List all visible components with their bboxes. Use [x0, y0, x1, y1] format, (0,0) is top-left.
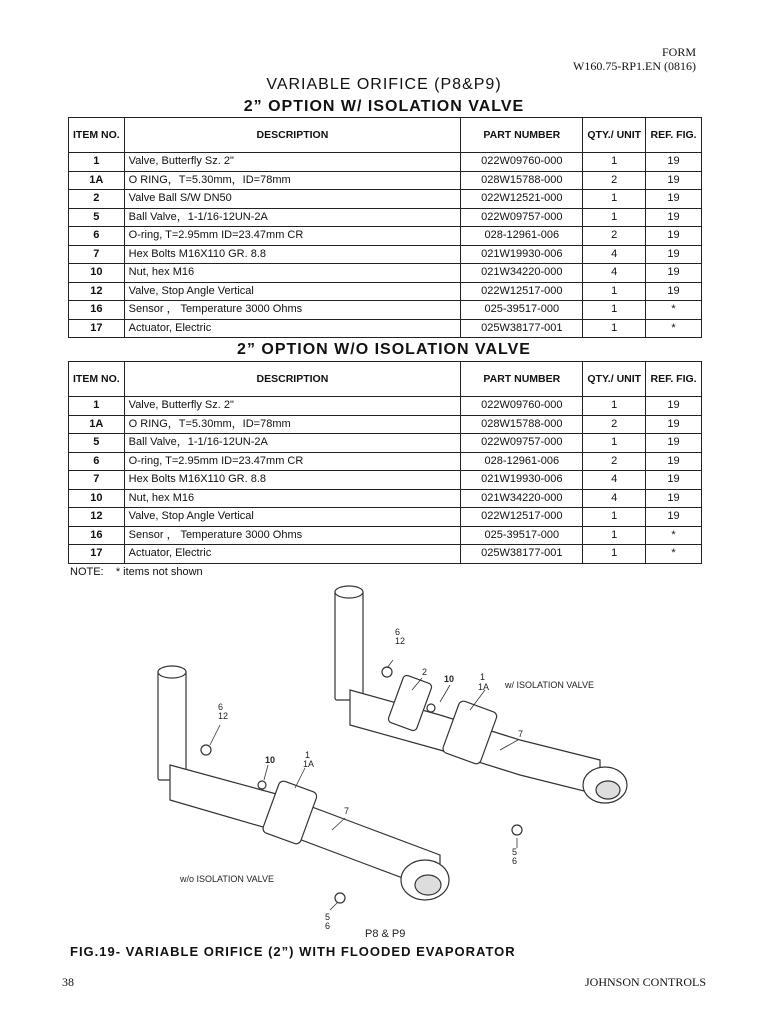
ref-figure: 19 [646, 508, 702, 527]
part-number: 028W15788-000 [461, 171, 583, 190]
item-number: 7 [69, 245, 125, 264]
table-row [69, 301, 702, 320]
callout-1-upper: 1 [480, 672, 486, 682]
ref-figure: 19 [646, 489, 702, 508]
table-row [69, 282, 702, 301]
ref-figure: 19 [646, 153, 702, 172]
ref-figure: 19 [646, 208, 702, 227]
item-description: O-ring, T=2.95mm ID=23.47mm CR [124, 452, 461, 471]
col-item: ITEM NO. [69, 118, 125, 153]
table-row [69, 227, 702, 246]
part-number: 021W19930-006 [461, 471, 583, 490]
ref-figure: 19 [646, 471, 702, 490]
quantity: 1 [583, 282, 646, 301]
label-with-isolation-valve: w/ ISOLATION VALVE [505, 680, 595, 690]
ref-figure: * [646, 319, 702, 338]
item-number: 16 [69, 526, 125, 545]
item-description: O RING，T=5.30mm，ID=78mm [124, 171, 461, 190]
quantity: 2 [583, 171, 646, 190]
quantity: 4 [583, 264, 646, 283]
quantity: 1 [583, 526, 646, 545]
quantity: 1 [583, 434, 646, 453]
form-number: W160.75-RP1.EN (0816) [573, 59, 696, 73]
callout-5-upper: 5 [512, 847, 518, 857]
page-number: 38 [62, 975, 74, 989]
part-number: 025-39517-000 [461, 301, 583, 320]
item-number: 1A [69, 415, 125, 434]
item-number: 1 [69, 397, 125, 416]
item-number: 6 [69, 227, 125, 246]
callout-10-upper: 10 [444, 674, 455, 684]
part-number: 022W09757-000 [461, 208, 583, 227]
col-qty: QTY./ UNIT [583, 362, 646, 397]
ball-valve-upper [512, 825, 522, 835]
ref-figure: 19 [646, 282, 702, 301]
pipe-end-lower [158, 666, 186, 678]
item-number: 1 [69, 153, 125, 172]
ref-figure: 19 [646, 415, 702, 434]
part-number: 022W12517-000 [461, 282, 583, 301]
table-row [69, 415, 702, 434]
part-number: 028W15788-000 [461, 415, 583, 434]
quantity: 2 [583, 452, 646, 471]
part-number: 022W12517-000 [461, 508, 583, 527]
part-number: 021W34220-000 [461, 264, 583, 283]
col-part-number: PART NUMBER [461, 362, 583, 397]
table-row [69, 545, 702, 564]
item-description: O-ring, T=2.95mm ID=23.47mm CR [124, 227, 461, 246]
ref-figure: * [646, 545, 702, 564]
table-row [69, 526, 702, 545]
callout-5-lower: 5 [325, 912, 331, 922]
part-number: 025-39517-000 [461, 526, 583, 545]
callout-1a-lower: 1A [303, 759, 315, 769]
table-row [69, 397, 702, 416]
parts-table-with-valve [68, 117, 702, 338]
nut-lower [258, 781, 266, 789]
item-description: Valve, Stop Angle Vertical [124, 508, 461, 527]
ball-valve-lower [335, 893, 345, 903]
item-number: 16 [69, 301, 125, 320]
model-label: P8 & P9 [365, 928, 406, 940]
page-title: VARIABLE ORIFICE (P8&P9) [266, 76, 502, 93]
callout-6-upper: 6 [395, 627, 401, 637]
table-row [69, 190, 702, 209]
callout-10-lower: 10 [265, 755, 276, 765]
table-row [69, 245, 702, 264]
part-number: 028-12961-006 [461, 452, 583, 471]
item-description: Hex Bolts M16X110 GR. 8.8 [124, 245, 461, 264]
table-row [69, 153, 702, 172]
nut-upper [427, 704, 435, 712]
quantity: 2 [583, 227, 646, 246]
part-number: 021W19930-006 [461, 245, 583, 264]
quantity: 4 [583, 471, 646, 490]
ref-figure: 19 [646, 264, 702, 283]
callout-6-lower: 6 [218, 702, 224, 712]
item-description: Ball Valve，1-1/16-12UN-2A [124, 434, 461, 453]
item-number: 12 [69, 508, 125, 527]
part-number: 028-12961-006 [461, 227, 583, 246]
table-row [69, 434, 702, 453]
quantity: 1 [583, 153, 646, 172]
quantity: 1 [583, 208, 646, 227]
part-number: 022W09760-000 [461, 153, 583, 172]
part-number: 025W38177-001 [461, 545, 583, 564]
item-description: O RING，T=5.30mm，ID=78mm [124, 415, 461, 434]
item-number: 17 [69, 319, 125, 338]
item-description: Actuator, Electric [124, 545, 461, 564]
table-row [69, 508, 702, 527]
table-row [69, 264, 702, 283]
callout-12-lower: 12 [218, 711, 229, 721]
ref-figure: * [646, 526, 702, 545]
table-row [69, 452, 702, 471]
quantity: 1 [583, 508, 646, 527]
table-row [69, 471, 702, 490]
item-description: Hex Bolts M16X110 GR. 8.8 [124, 471, 461, 490]
item-description: Nut, hex M16 [124, 489, 461, 508]
form-label: FORM [661, 45, 696, 59]
quantity: 4 [583, 245, 646, 264]
callout-6-upper-b: 6 [512, 856, 518, 866]
vertical-pipe-lower [158, 670, 186, 780]
item-description: Valve, Stop Angle Vertical [124, 282, 461, 301]
col-ref: REF. FIG. [646, 118, 702, 153]
item-description: Valve, Butterfly Sz. 2" [124, 153, 461, 172]
ref-figure: 19 [646, 190, 702, 209]
table-note: NOTE: * items not shown [70, 566, 203, 578]
item-description: Sensor ， Temperature 3000 Ohms [124, 526, 461, 545]
item-description: Valve, Butterfly Sz. 2" [124, 397, 461, 416]
section-title-with-valve: 2” OPTION W/ ISOLATION VALVE [243, 98, 525, 115]
item-description: Nut, hex M16 [124, 264, 461, 283]
item-number: 7 [69, 471, 125, 490]
ref-figure: 19 [646, 434, 702, 453]
part-number: 021W34220-000 [461, 489, 583, 508]
item-description: Ball Valve，1-1/16-12UN-2A [124, 208, 461, 227]
callout-1a-upper: 1A [478, 682, 490, 692]
item-number: 10 [69, 264, 125, 283]
callout-6-lower-b: 6 [325, 921, 331, 931]
table-row [69, 208, 702, 227]
vertical-pipe-upper [335, 590, 363, 700]
ref-figure: 19 [646, 171, 702, 190]
quantity: 1 [583, 319, 646, 338]
callout-7-upper: 7 [518, 729, 524, 739]
variable-orifice-drawing [140, 580, 660, 940]
quantity: 4 [583, 489, 646, 508]
section-title-without-valve: 2” OPTION W/O ISOLATION VALVE [237, 341, 531, 358]
item-number: 1A [69, 171, 125, 190]
ref-figure: 19 [646, 245, 702, 264]
pipe-end-upper [335, 586, 363, 598]
stop-valve-upper [382, 667, 392, 677]
quantity: 1 [583, 545, 646, 564]
ref-figure: 19 [646, 397, 702, 416]
callout-7-lower: 7 [344, 806, 350, 816]
item-description: Sensor ， Temperature 3000 Ohms [124, 301, 461, 320]
table-row [69, 319, 702, 338]
company-name: JOHNSON CONTROLS [584, 975, 706, 989]
col-item: ITEM NO. [69, 362, 125, 397]
ref-figure: * [646, 301, 702, 320]
col-part-number: PART NUMBER [461, 118, 583, 153]
col-ref: REF. FIG. [646, 362, 702, 397]
table-row [69, 171, 702, 190]
part-number: 022W12521-000 [461, 190, 583, 209]
item-number: 5 [69, 434, 125, 453]
item-number: 5 [69, 208, 125, 227]
ref-figure: 19 [646, 227, 702, 246]
quantity: 1 [583, 301, 646, 320]
part-number: 025W38177-001 [461, 319, 583, 338]
item-number: 2 [69, 190, 125, 209]
quantity: 1 [583, 190, 646, 209]
item-number: 12 [69, 282, 125, 301]
item-number: 10 [69, 489, 125, 508]
item-description: Valve Ball S/W DN50 [124, 190, 461, 209]
form-header [573, 45, 696, 73]
callout-2: 2 [422, 667, 428, 677]
quantity: 1 [583, 397, 646, 416]
col-qty: QTY./ UNIT [583, 118, 646, 153]
col-description: DESCRIPTION [124, 118, 461, 153]
item-description: Actuator, Electric [124, 319, 461, 338]
table-row [69, 489, 702, 508]
callout-12-upper: 12 [395, 636, 406, 646]
item-number: 17 [69, 545, 125, 564]
label-without-isolation-valve: w/o ISOLATION VALVE [180, 874, 275, 884]
stop-valve-lower [201, 745, 211, 755]
ref-figure: 19 [646, 452, 702, 471]
part-number: 022W09760-000 [461, 397, 583, 416]
part-number: 022W09757-000 [461, 434, 583, 453]
callout-1-lower: 1 [305, 750, 311, 760]
item-number: 6 [69, 452, 125, 471]
figure-caption: FIG.19- VARIABLE ORIFICE (2”) WITH FLOODED EVAPORATOR [70, 944, 516, 959]
quantity: 2 [583, 415, 646, 434]
col-description: DESCRIPTION [124, 362, 461, 397]
parts-table-without-valve [68, 361, 702, 564]
